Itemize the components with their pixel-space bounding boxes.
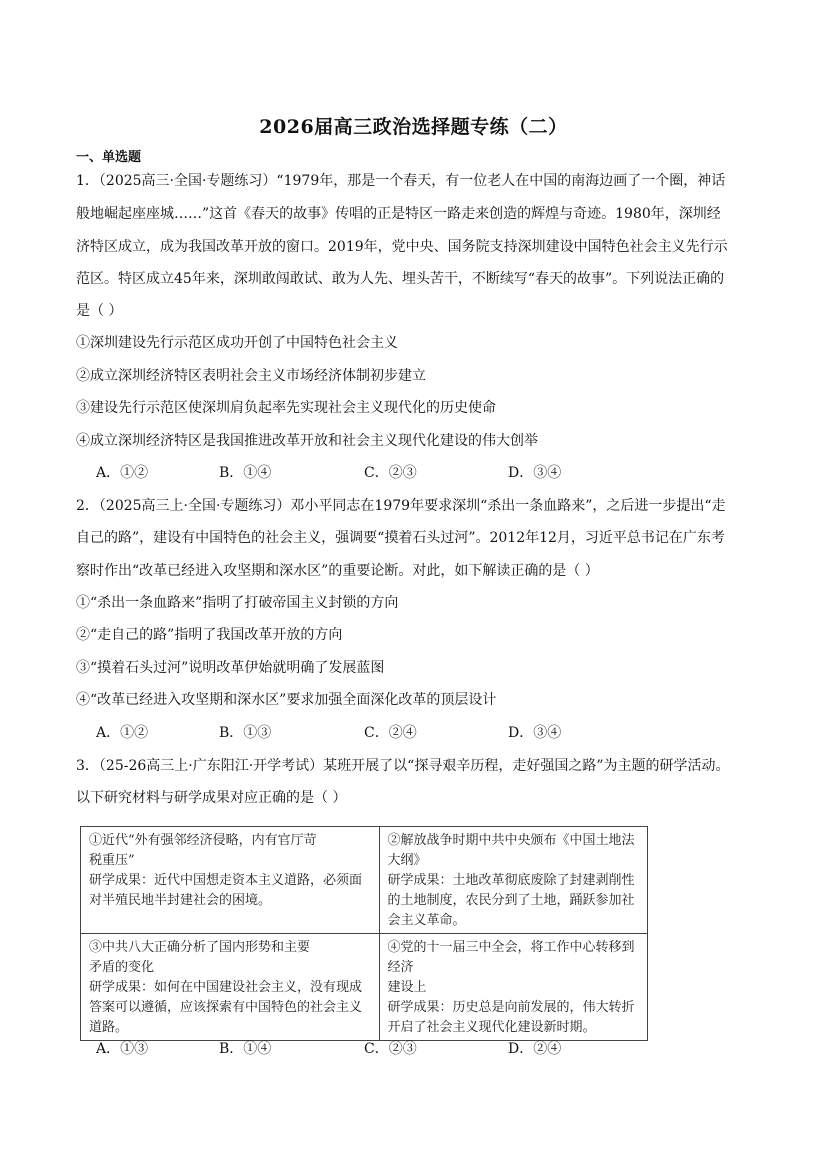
- material-cell-3: [81, 934, 380, 1041]
- option-c[interactable]: C．②④: [364, 725, 417, 741]
- material-text: ②解放战争时期中共中央颁布《中国土地法大纲》: [387, 833, 635, 868]
- option-d[interactable]: D．③④: [508, 725, 562, 741]
- question-line: 以下研究材料与研学成果对应正确的是（ ）: [76, 790, 347, 806]
- research-result: 研学成果：如何在中国建设社会主义，没有现成答案可以遵循，应该探索有中国特色的社会主义道路。: [89, 980, 363, 1035]
- question-line: 范区。特区成立45年来，深圳敢闯敢试、敢为人先、埋头苦干，不断续写“春天的故事”。下列说法正确的: [76, 271, 725, 287]
- answer-options: [96, 463, 696, 483]
- material-text: ③中共八大正确分析了国内形势和主要 矛盾的变化: [89, 940, 311, 975]
- option-b[interactable]: B．①④: [219, 465, 272, 481]
- table-row: [81, 934, 648, 1041]
- material-table: [80, 826, 648, 1041]
- option-c[interactable]: C．②③: [364, 1041, 417, 1057]
- answer-options: [96, 1039, 696, 1059]
- question-line: 济特区成立，成为我国改革开放的窗口。2019年，党中央、国务院支持深圳建设中国特色社会主义先行示: [76, 239, 728, 255]
- question-line: 是（ ）: [76, 303, 123, 319]
- question-line: 察时作出“改革已经进入攻坚期和深水区”的重要论断。对此，如下解读正确的是（ ）: [76, 563, 599, 579]
- statement-4: ④成立深圳经济特区是我国推进改革开放和社会主义现代化建设的伟大创举: [76, 433, 538, 449]
- statement-1: ①深圳建设先行示范区成功开创了中国特色社会主义: [76, 335, 398, 351]
- table-row: [81, 827, 648, 934]
- option-a[interactable]: A．①③: [96, 1041, 149, 1057]
- question-line: 2．（2025高三上·全国·专题练习）邓小平同志在1979年要求深圳“杀出一条血路来”，之后进一步提出“走: [76, 498, 726, 514]
- option-a[interactable]: A．①②: [96, 725, 149, 741]
- statement-1: ①“杀出一条血路来”指明了打破帝国主义封锁的方向: [76, 595, 399, 611]
- material-text: ④党的十一届三中全会，将工作中心转移到经济 建设上: [387, 940, 635, 995]
- question-line: 般地崛起座座城……”这首《春天的故事》传唱的正是特区一路走来创造的辉煌与奇迹。1980年，深圳经: [76, 206, 721, 222]
- research-result: 研学成果：历史总是向前发展的，伟大转折开启了社会主义现代化建设新时期。: [387, 1000, 635, 1035]
- statement-4: ④“改革已经进入攻坚期和深水区”要求加强全面深化改革的顶层设计: [76, 692, 497, 708]
- option-d[interactable]: D．③④: [508, 465, 562, 481]
- section-heading: 一、单选题: [76, 150, 142, 165]
- option-b[interactable]: B．①③: [219, 725, 272, 741]
- material-cell-4: [379, 934, 648, 1041]
- question-line: 3．（25-26高三上·广东阳江·开学考试）某班开展了以“探寻艰辛历程，走好强国之路”为主题的研学活动。: [76, 758, 730, 774]
- statement-2: ②“走自己的路”指明了我国改革开放的方向: [76, 627, 343, 643]
- option-a[interactable]: A．①②: [96, 465, 149, 481]
- statement-3: ③建设先行示范区使深圳肩负起率先实现社会主义现代化的历史使命: [76, 400, 496, 416]
- statement-3: ③“摸着石头过河”说明改革伊始就明确了发展蓝图: [76, 660, 385, 676]
- question-line: 自己的路”，建设有中国特色的社会主义，强调要“摸着石头过河”。2012年12月，习近平总书记在广东考: [76, 530, 725, 546]
- material-cell-2: [379, 827, 648, 934]
- answer-options: [96, 723, 696, 743]
- research-result: 研学成果：土地改革彻底废除了封建剥削性的土地制度，农民分到了土地，踊跃参加社会主义革命。: [387, 873, 635, 928]
- question-line: 1．（2025高三·全国·专题练习）“1979年，那是一个春天，有一位老人在中国的南海边画了一个圈，神话: [76, 173, 726, 189]
- statement-2: ②成立深圳经济特区表明社会主义市场经济体制初步建立: [76, 368, 426, 384]
- material-text: ①近代“外有强邻经济侵略，内有官厅苛 税重压”: [89, 833, 317, 868]
- material-cell-1: [81, 827, 380, 934]
- option-c[interactable]: C．②③: [364, 465, 417, 481]
- research-result: 研学成果：近代中国想走资本主义道路，必须面对半殖民地半封建社会的困境。: [89, 873, 363, 908]
- option-b[interactable]: B．①④: [219, 1041, 272, 1057]
- page-title: 2026届高三政治选择题专练（二）: [259, 116, 568, 138]
- option-d[interactable]: D．②④: [508, 1041, 562, 1057]
